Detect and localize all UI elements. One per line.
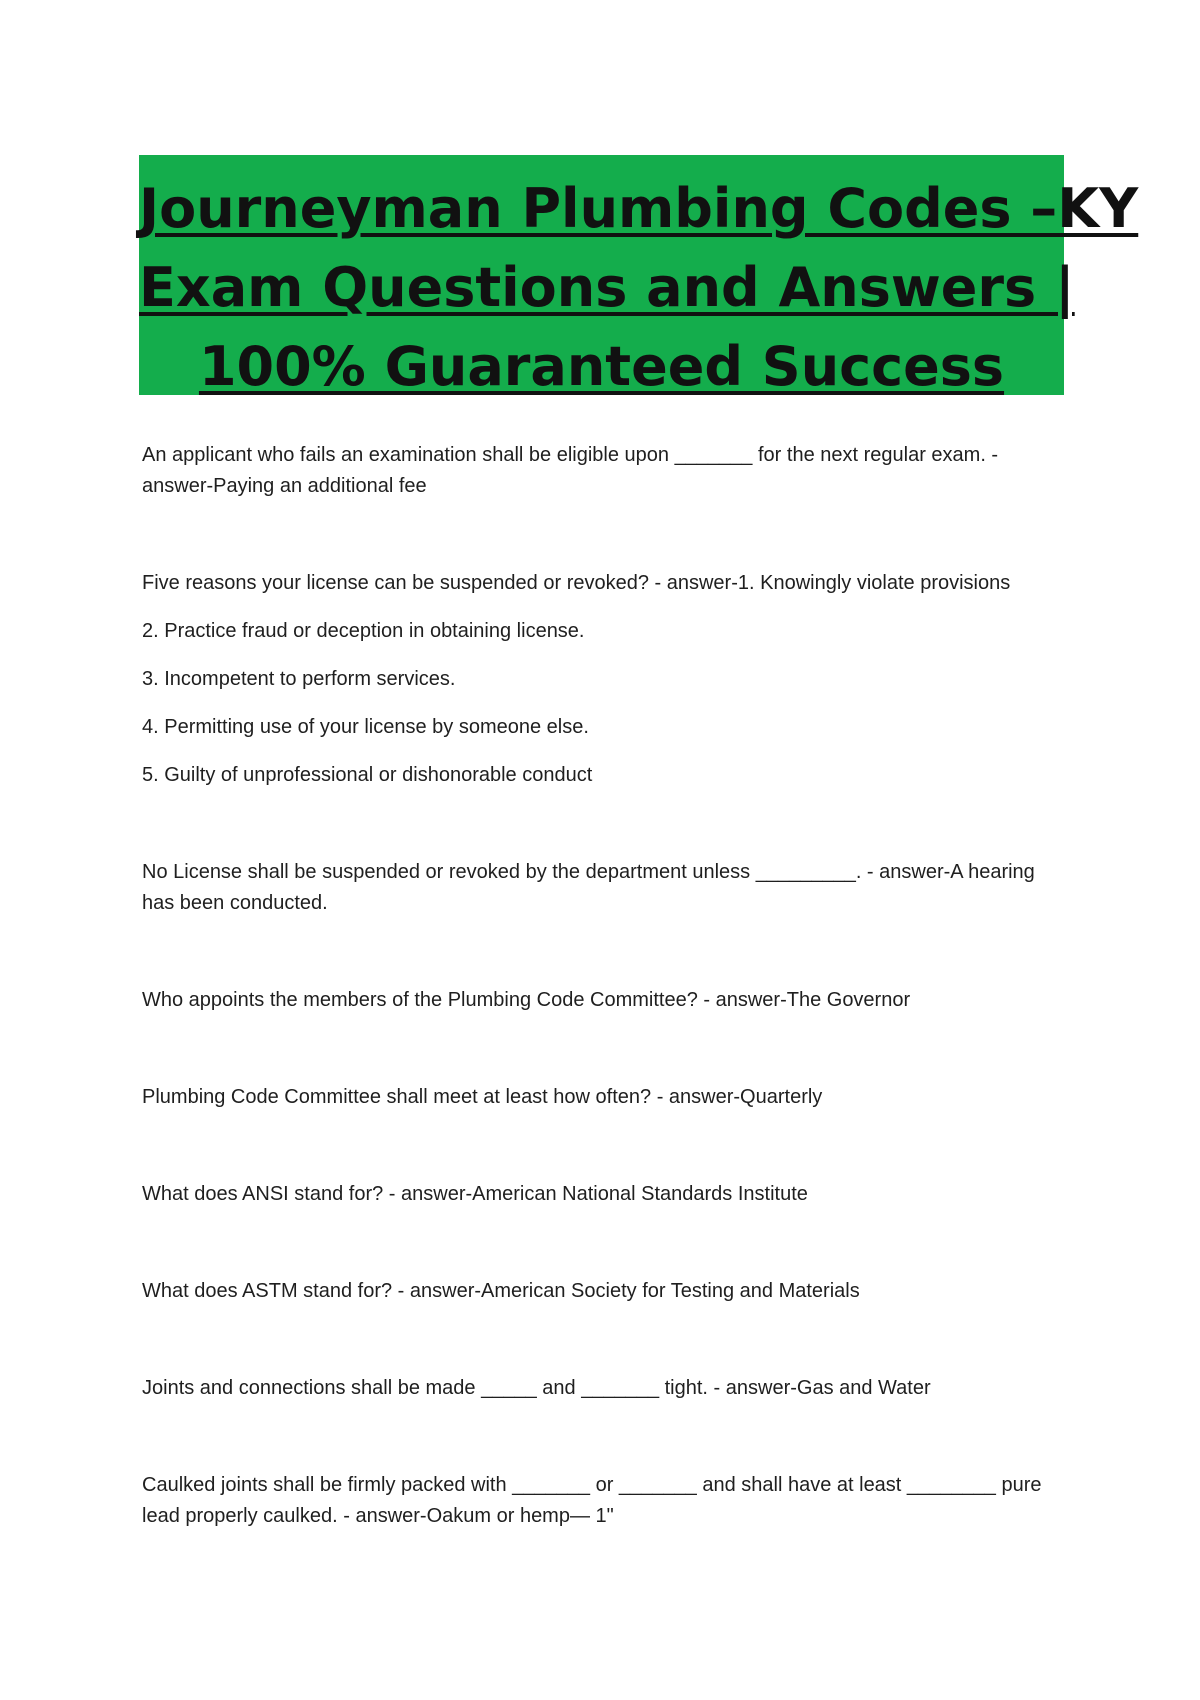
qa-item (142, 1179, 1062, 1210)
qa-item (142, 568, 1062, 791)
qa-text: Plumbing Code Committee shall meet at least how often? - answer-Quarterly (142, 1086, 823, 1108)
qa-sub-line: 4. Permitting use of your license by someone else. (142, 716, 589, 738)
qa-item (142, 1470, 1062, 1532)
question-answer-list (142, 440, 1062, 1598)
qa-text: No License shall be suspended or revoked by the department unless _________. - answer-A hearing has been conducted. (142, 861, 1035, 914)
title-line-1: Journeyman Plumbing Codes –KY (139, 177, 1139, 240)
title-line-2: Exam Questions and Answers | (139, 256, 1075, 319)
qa-sub-line: 5. Guilty of unprofessional or dishonorable conduct (142, 764, 593, 786)
qa-item (142, 1373, 1062, 1404)
qa-item (142, 1082, 1062, 1113)
qa-text: Five reasons your license can be suspended or revoked? - answer-1. Knowingly violate provisions (142, 572, 1011, 594)
qa-text: Caulked joints shall be firmly packed with _______ or _______ and shall have at least ________ pure lead properly caulked. - answer-Oakum or hemp— 1" (142, 1474, 1042, 1527)
qa-text: Who appoints the members of the Plumbing Code Committee? - answer-The Governor (142, 989, 911, 1011)
qa-text: Joints and connections shall be made _____ and _______ tight. - answer-Gas and Water (142, 1377, 931, 1399)
qa-sub-line: 3. Incompetent to perform services. (142, 668, 456, 690)
qa-sub-line: 2. Practice fraud or deception in obtaining license. (142, 620, 585, 642)
qa-item (142, 857, 1062, 919)
qa-text: An applicant who fails an examination shall be eligible upon _______ for the next regular exam. - answer-Paying an additional fee (142, 444, 999, 497)
qa-item (142, 985, 1062, 1016)
qa-item (142, 1276, 1062, 1307)
qa-text: What does ANSI stand for? - answer-American National Standards Institute (142, 1183, 808, 1205)
title-line-3: 100% Guaranteed Success (198, 335, 1005, 398)
title-banner (139, 155, 1139, 398)
qa-text: What does ASTM stand for? - answer-American Society for Testing and Materials (142, 1280, 860, 1302)
qa-item (142, 440, 1062, 502)
